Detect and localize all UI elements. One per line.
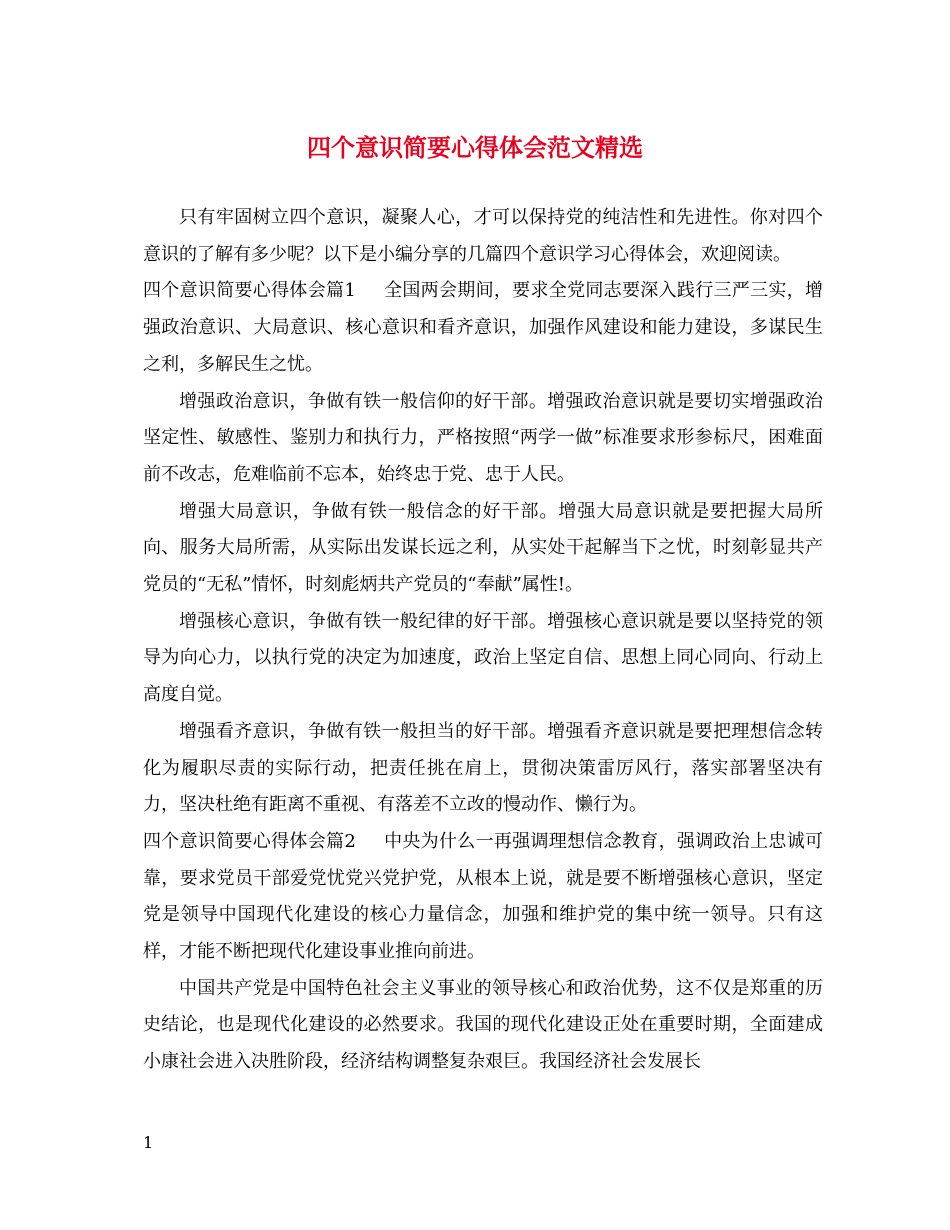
section-heading-1: 四个意识简要心得体会篇1 — [143, 280, 356, 302]
paragraph-political-awareness: 增强政治意识，争做有铁一般信仰的好干部。增强政治意识就是要切实增强政治坚定性、敏感性、鉴别力和执行力，严格按照“两学一做”标准要求形参标尺，困难面前不改志，危难临前不忘本，始终忠于党、忠于人民。 — [143, 390, 823, 485]
document-title: 四个意识简要心得体会范文精选 — [307, 133, 643, 162]
section-2-text: 中央为什么一再强调理想信念教育，强调政治上忠诚可靠，要求党员干部爱党忧党兴党护党，从根本上说，就是要不断增强核心意识，坚定党是领导中国现代化建设的核心力量信念，加强和维护党的集中统一领导。只有这样，才能不断把现代化建设事业推向前进。 — [143, 830, 823, 963]
section-heading-2: 四个意识简要心得体会篇2 — [143, 830, 356, 852]
paragraph-section-2 — [143, 824, 823, 971]
paragraph-party-leadership: 中国共产党是中国特色社会主义事业的领导核心和政治优势，这不仅是郑重的历史结论，也是现代化建设的必然要求。我国的现代化建设正处在重要时期，全面建成小康社会进入决胜阶段，经济结构调整复杂艰巨。我国经济社会发展长 — [143, 977, 823, 1073]
paragraph-section-1 — [143, 273, 823, 383]
paragraph-intro: 只有牢固树立四个意识，凝聚人心，才可以保持党的纯洁性和先进性。你对四个意识的了解有多少呢？以下是小编分享的几篇四个意识学习心得体会，欢迎阅读。 — [143, 207, 823, 265]
page-number: 1 — [143, 1133, 154, 1152]
paragraph-core-awareness: 增强核心意识，争做有铁一般纪律的好干部。增强核心意识就是要以坚持党的领导为向心力，以执行党的决定为加速度，政治上坚定自信、思想上同心同向、行动上高度自觉。 — [143, 610, 823, 706]
paragraph-alignment-awareness: 增强看齐意识，争做有铁一般担当的好干部。增强看齐意识就是要把理想信念转化为履职尽责的实际行动，把责任挑在肩上，贯彻决策雷厉风行，落实部署坚决有力，坚决杜绝有距离不重视、有落差不立改的慢动作、懒行为。 — [143, 720, 823, 816]
document-body — [143, 200, 823, 1081]
paragraph-overall-awareness: 增强大局意识，争做有铁一般信念的好干部。增强大局意识就是要把握大局所向、服务大局所需，从实际出发谋长远之利，从实处干起解当下之忧，时刻彰显共产党员的“无私”情怀，时刻彪炳共产党员的“奉献”属性!。 — [143, 500, 823, 596]
section-1-text: 全国两会期间，要求全党同志要深入践行三严三实，增强政治意识、大局意识、核心意识和看齐意识，加强作风建设和能力建设，多谋民生之利，多解民生之忧。 — [143, 280, 823, 375]
